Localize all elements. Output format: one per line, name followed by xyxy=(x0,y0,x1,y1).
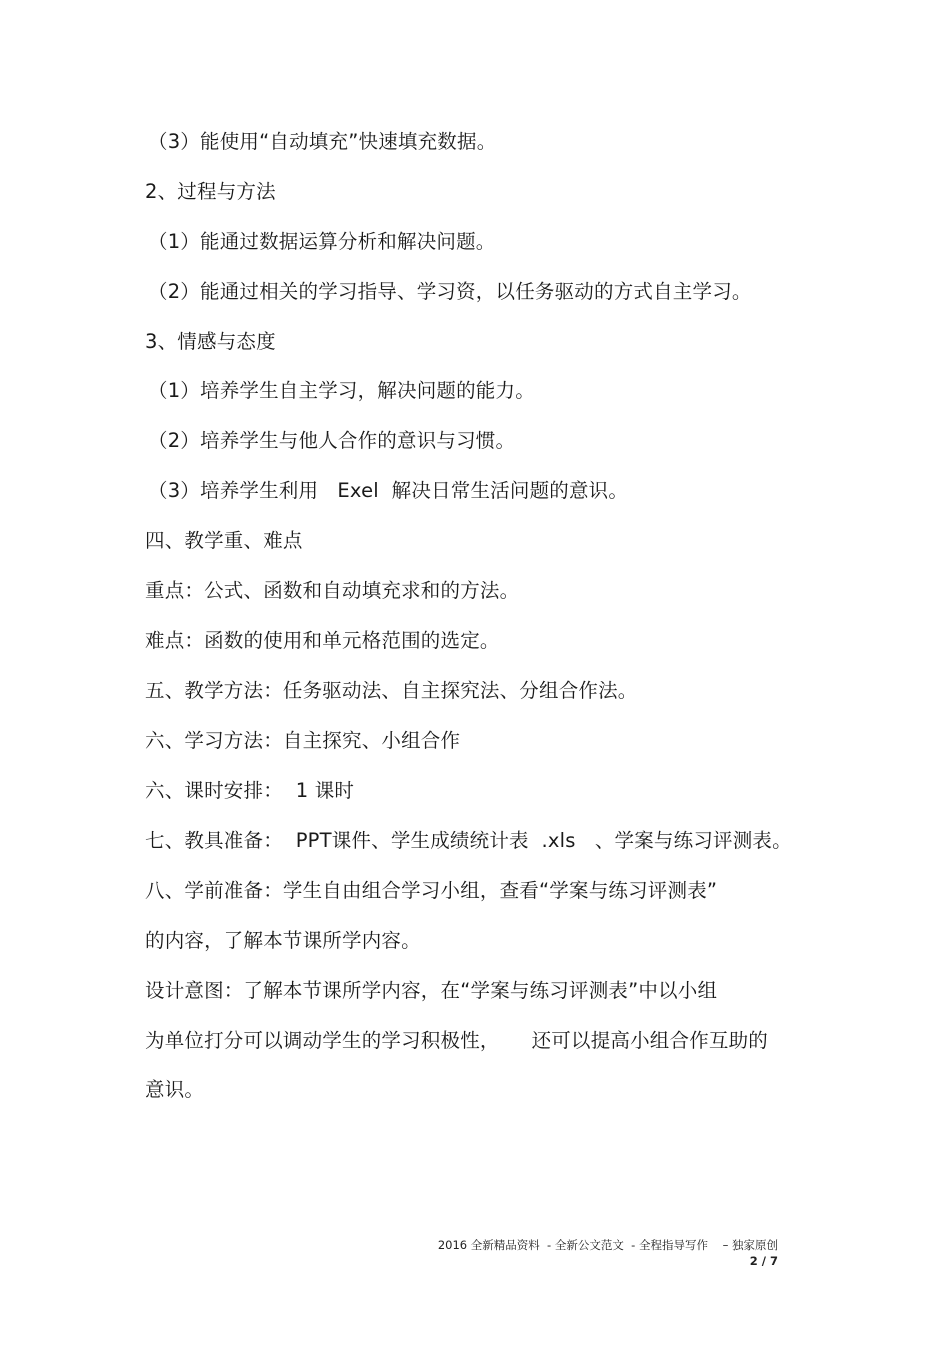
text-line-18: 设计意图：了解本节课所学内容，在“学案与练习评测表”中以小组 xyxy=(145,979,718,1002)
text-line-17: 的内容，了解本节课所学内容。 xyxy=(145,929,421,952)
text-line-19: 为单位打分可以调动学生的学习积极性， 还可以提高小组合作互助的 xyxy=(145,1029,768,1052)
text-line-1: （3）能使用“自动填充”快速填充数据。 xyxy=(148,130,497,153)
text-line-12: 五、教学方法：任务驱动法、自主探究法、分组合作法。 xyxy=(145,679,638,702)
text-line-20: 意识。 xyxy=(145,1078,205,1101)
text-line-13: 六、学习方法：自主探究、小组合作 xyxy=(145,729,461,752)
text-line-15: 七、教具准备： PPT课件、学生成绩统计表 .xls 、学案与练习评测表。 xyxy=(145,829,792,852)
text-line-16: 八、学前准备：学生自由组合学习小组，查看“学案与练习评测表” xyxy=(145,879,718,902)
text-line-14: 六、课时安排： 1 课时 xyxy=(145,779,355,802)
section-heading-key-points: 四、教学重、难点 xyxy=(145,529,303,552)
text-line-6: （1）培养学生自主学习，解决问题的能力。 xyxy=(148,379,535,402)
text-line-4: （2）能通过相关的学习指导、学习资，以任务驱动的方式自主学习。 xyxy=(148,280,752,303)
page-number: 2 / 7 xyxy=(749,1254,778,1268)
text-line-8: （3）培养学生利用 Exel 解决日常生活问题的意识。 xyxy=(148,479,629,502)
footer-text: 2016 全新精品资料 - 全新公文范文 - 全程指导写作 – 独家原创 xyxy=(437,1238,778,1252)
text-line-10: 重点：公式、函数和自动填充求和的方法。 xyxy=(145,579,520,602)
section-heading-process-method: 2、过程与方法 xyxy=(145,180,276,203)
text-line-7: （2）培养学生与他人合作的意识与习惯。 xyxy=(148,429,516,452)
section-heading-emotion-attitude: 3、情感与态度 xyxy=(145,330,276,353)
text-line-3: （1）能通过数据运算分析和解决问题。 xyxy=(148,230,496,253)
text-line-11: 难点：函数的使用和单元格范围的选定。 xyxy=(145,629,500,652)
